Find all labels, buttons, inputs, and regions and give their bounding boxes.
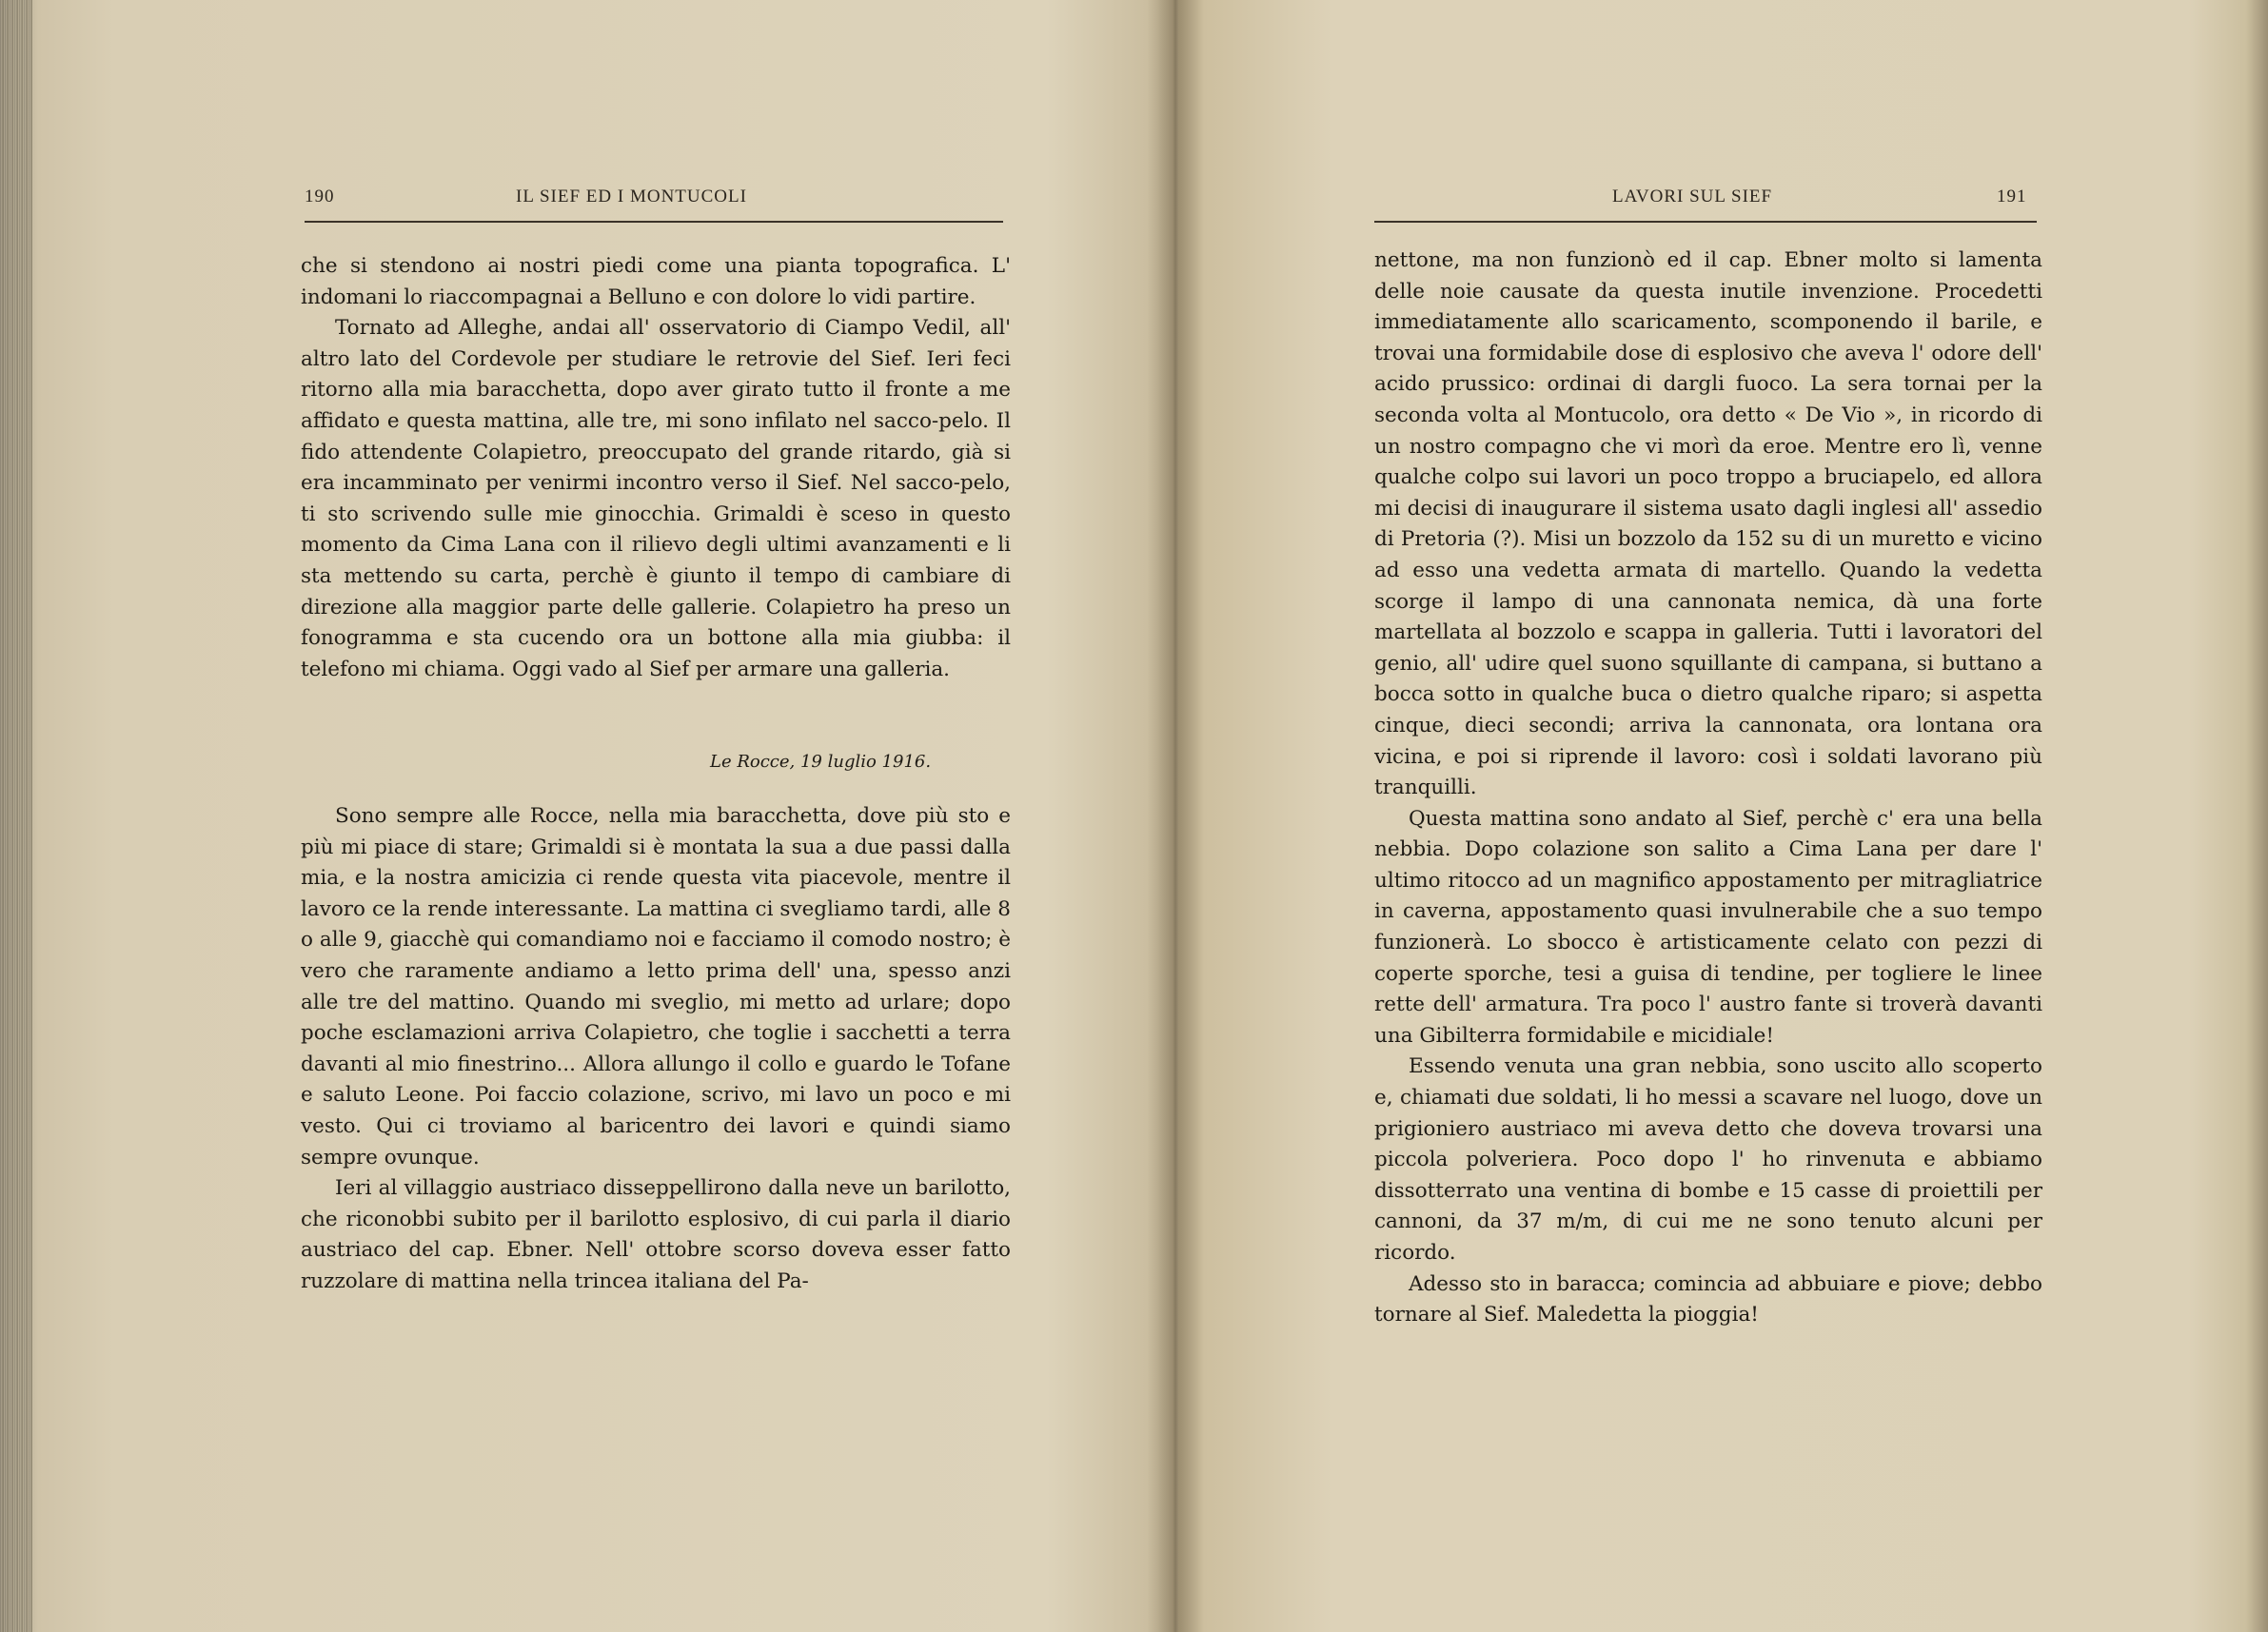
- right-paragraph-3: Essendo venuta una gran nebbia, sono uscito allo scoperto e, chiamati due soldati, li ho messi a scavare nel luogo, dove un prigioniero austriaco mi aveva detto che doveva trovarsi una piccola polveriera. Poco dopo l' ho rinvenuta e abbiamo dissotterrato una ventina di bombe e 15 casse di proiettili per cannoni, da 37 m/m, di cui me ne sono tenuto alcuni per ricordo.: [1374, 1054, 2042, 1265]
- left-page-number: 190: [305, 187, 335, 206]
- left-paragraph-4: Ieri al villaggio austriaco disseppellirono dalla neve un barilotto, che riconobbi subito per il barilotto esplosivo, di cui parla il diario austriaco del cap. Ebner. Nell' ottobre scorso doveva esser fatto ruzzolare di mattina nella trincea italiana del Pa-: [301, 1176, 1011, 1293]
- left-paragraph-2: Tornato ad Alleghe, andai all' osservatorio di Ciampo Vedil, all' altro lato del Cordevole per studiare le retrovie del Sief. Ieri feci ritorno alla mia baracchetta, dopo aver girato tutto il fronte a me affidato e questa mattina, alle tre, mi sono infilato nel sacco-pelo. Il fido attendente Colapietro, preoccupato del grande ritardo, già si era incamminato per venirmi incontro verso il Sief. Nel sacco-pelo, ti sto scrivendo sulle mie ginocchia. Grimaldi è sceso in questo momento da Cima Lana con il rilievo degli ultimi avanzamenti e li sta mettendo su carta, perchè è giunto il tempo di cambiare di direzione alla maggior parte delle gallerie. Colapietro ha preso un fonogramma e sta cucendo ora un bottone alla mia giubba: il telefono mi chiama. Oggi vado al Sief per armare una galleria.: [301, 316, 1011, 681]
- left-body-text-upper: [301, 251, 1011, 685]
- right-page: [1201, 0, 2248, 1632]
- left-dateline: Le Rocce, 19 luglio 1916.: [710, 752, 932, 772]
- left-running-title: IL SIEF ED I MONTUCOLI: [516, 187, 747, 206]
- left-page: [32, 0, 1155, 1632]
- right-page-number: 191: [1997, 187, 2027, 206]
- right-paragraph-4: Adesso sto in baracca; comincia ad abbuiare e piove; debbo tornare al Sief. Maledetta la pioggia!: [1374, 1271, 2042, 1327]
- book-gutter: [1147, 0, 1204, 1632]
- right-body-text: [1374, 246, 2042, 1331]
- right-paragraph-2: Questa mattina sono andato al Sief, perchè c' era una bella nebbia. Dopo colazione son salito a Cima Lana per dare l' ultimo ritocco ad un magnifico appostamento per mitragliatrice in caverna, appostamento quasi invulnerabile che a suo tempo funzionerà. Lo sbocco è artisticamente celato con pezzi di coperte sporche, tesi a guisa di tendine, per togliere le linee rette dell' armatura. Tra poco l' austro fante si troverà davanti una Gibilterra formidabile e micidiale!: [1374, 806, 2042, 1048]
- left-header-rule: [305, 221, 1003, 223]
- left-body-text-lower: [301, 801, 1011, 1298]
- left-paragraph-3: Sono sempre alle Rocce, nella mia baracchetta, dove più sto e più mi piace di stare; Grimaldi si è montata la sua a due passi dalla mia, e la nostra amicizia ci rende questa vita piacevole, mentre il lavoro ce la rende interessante. La mattina ci svegliamo tardi, alle 8 o alle 9, giacchè qui comandiamo noi e facciamo il comodo nostro; è vero che raramente andiamo a letto prima dell' una, spesso anzi alle tre del mattino. Quando mi sveglio, mi metto ad urlare; dopo poche esclamazioni arriva Colapietro, che toglie i sacchetti a terra davanti al mio finestrino... Allora allungo il collo e guardo le Tofane e saluto Leone. Poi faccio colazione, scrivo, mi lavo un poco e mi vesto. Qui ci troviamo al baricentro dei lavori e quindi siamo sempre ovunque.: [301, 804, 1011, 1170]
- right-header-rule: [1374, 221, 2037, 223]
- page-edges: [0, 0, 32, 1632]
- right-running-title: LAVORI SUL SIEF: [1612, 187, 1773, 206]
- right-paragraph-1: nettone, ma non funzionò ed il cap. Ebner molto si lamenta delle noie causate da questa inutile invenzione. Procedetti immediatamente allo scaricamento, scomponendo il barile, e trovai una formidabile dose di esplosivo che aveva l' odore dell' acido prussico: ordinai di dargli fuoco. La sera tornai per la seconda volta al Montucolo, ora detto « De Vio », in ricordo di un nostro compagno che vi morì da eroe. Mentre ero lì, venne qualche colpo sui lavori un poco troppo a bruciapelo, ed allora mi decisi di inaugurare il sistema usato dagli inglesi all' assedio di Pretoria (?). Misi un bozzolo da 152 su di un muretto e vicino ad esso una vedetta armata di martello. Quando la vedetta scorge il lampo di una cannonata nemica, dà una forte martellata al bozzolo e scappa in galleria. Tutti i lavoratori del genio, all' udire quel suono squillante di campana, si buttano a bocca sotto in qualche buca o dietro qualche riparo; si aspetta cinque, dieci secondi; arriva la cannonata, ora lontana ora vicina, e poi si riprende il lavoro: così i soldati lavorano più tranquilli.: [1374, 248, 2042, 800]
- left-paragraph-1: che si stendono ai nostri piedi come una pianta topografica. L' indomani lo riaccompagnai a Belluno e con dolore lo vidi partire.: [301, 254, 1011, 309]
